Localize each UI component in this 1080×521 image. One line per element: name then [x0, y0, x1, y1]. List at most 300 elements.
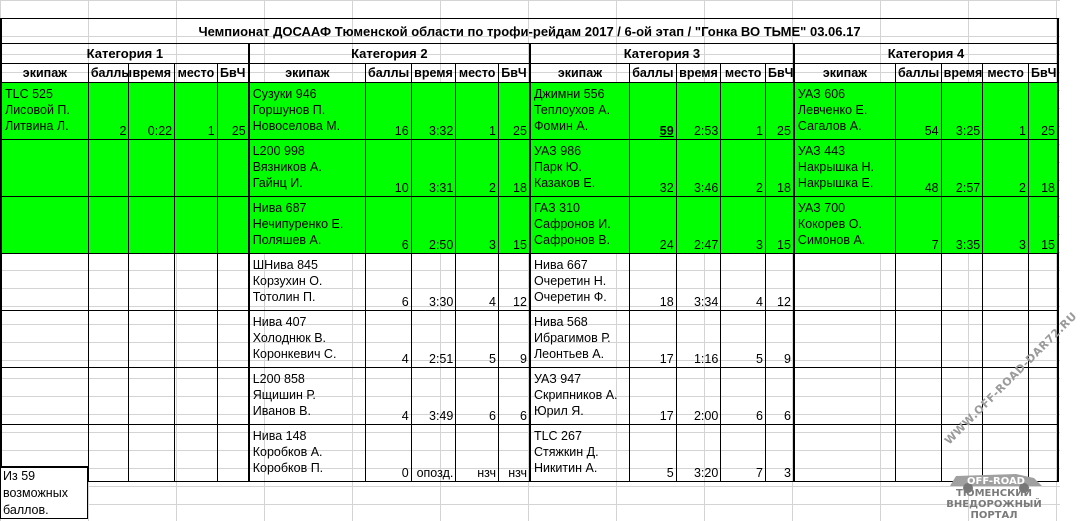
title-row [1, 19, 1058, 44]
crew-member: Теплоухов А. [533, 103, 611, 117]
bvch-value: нзч [508, 466, 527, 480]
place-cell [456, 254, 499, 311]
bvch-cell [766, 254, 794, 311]
place-cell [456, 425, 499, 482]
time-value: 1:16 [693, 352, 719, 366]
time-value: 3:35 [955, 238, 981, 252]
time-value: 2:51 [429, 352, 454, 366]
points-cell [365, 311, 411, 368]
bvch-cell [217, 425, 248, 482]
points-value: 2 [119, 124, 127, 138]
bvch-cell [498, 425, 529, 482]
crew-member [5, 216, 86, 232]
column-header-points: баллы [365, 64, 411, 83]
time-value: 0:22 [147, 124, 173, 138]
vehicle-name: Нива 148 [252, 429, 307, 443]
bvch-cell [766, 311, 794, 368]
place-cell [721, 254, 766, 311]
category-3-header: Категория 3 [530, 44, 794, 64]
crew-cell [530, 197, 630, 254]
vehicle-name: L200 998 [252, 144, 305, 158]
crew-member: Фомин А. [533, 119, 589, 133]
column-header-points: баллы [88, 64, 129, 83]
points-value: 59 [659, 124, 674, 138]
place-value: 3 [489, 238, 496, 252]
points-value: 54 [924, 124, 939, 138]
vehicle-name: УАЗ 986 [533, 144, 582, 158]
bvch-cell [217, 140, 248, 197]
vehicle-name: УАЗ 606 [797, 87, 846, 101]
crew-member: Стяжкин Д. [533, 445, 599, 459]
vehicle-name: Нива 568 [533, 315, 588, 329]
watermark-url: WWW.OFF-ROAD-DAR72.RU [942, 309, 1080, 448]
place-value: 3 [1019, 238, 1026, 252]
page-title: Чемпионат ДОСААФ Тюменской области по трофи-рейдам 2017 / 6-ой этап / "Гонка ВО ТЬМЕ" 03.06.17 [1, 19, 1058, 44]
time-value: 3:32 [429, 124, 454, 138]
logo-text: OFF-ROAD [967, 476, 1025, 487]
bvch-value: 25 [513, 124, 527, 138]
place-value: 7 [756, 466, 763, 480]
crew-cell [530, 425, 630, 482]
crew-member [798, 460, 893, 476]
column-header-points: баллы [895, 64, 941, 83]
points-value: 24 [659, 238, 674, 252]
time-value: 2:53 [693, 124, 719, 138]
place-value: 2 [1019, 181, 1026, 195]
time-cell [676, 368, 721, 425]
time-cell [941, 254, 983, 311]
bvch-value: 6 [783, 409, 791, 423]
column-header-place: место [175, 64, 218, 83]
vehicle-name: Нива 407 [252, 315, 307, 329]
points-cell [629, 425, 676, 482]
crew-member: Лисовой П. [5, 103, 70, 117]
bvch-value: 3 [783, 466, 791, 480]
place-cell [456, 83, 499, 140]
place-value: 3 [756, 238, 763, 252]
column-header-time: время [411, 64, 456, 83]
watermark-caption-line-2: ВНЕДОРОЖНЫЙ [946, 499, 1042, 510]
crew-member: Гайнц И. [252, 176, 303, 190]
crew-member: Казаков Е. [533, 176, 596, 190]
crew-cell [249, 140, 366, 197]
crew-member: Иванов В. [252, 404, 311, 418]
time-value: 2:00 [693, 409, 719, 423]
column-header-crew: экипаж [249, 64, 366, 83]
place-value: 4 [489, 295, 496, 309]
column-header-crew: экипаж [1, 64, 88, 83]
column-header-crew: экипаж [794, 64, 896, 83]
bvch-value: 15 [777, 238, 791, 252]
place-cell [721, 425, 766, 482]
place-cell [456, 368, 499, 425]
bvch-cell [1028, 254, 1058, 311]
vehicle-name: УАЗ 947 [533, 372, 582, 386]
bvch-cell [766, 83, 794, 140]
bvch-value: 12 [513, 295, 527, 309]
crew-member: Нечипуренко Е. [252, 217, 344, 231]
time-cell [676, 254, 721, 311]
points-cell [365, 425, 411, 482]
bvch-cell [1028, 197, 1058, 254]
crew-member [5, 346, 86, 362]
place-cell [456, 197, 499, 254]
bvch-cell [498, 197, 529, 254]
points-cell [365, 368, 411, 425]
points-cell [895, 254, 941, 311]
time-cell [411, 83, 456, 140]
time-cell [411, 368, 456, 425]
place-cell [983, 140, 1029, 197]
column-header-crew: экипаж [530, 64, 630, 83]
bvch-cell [766, 197, 794, 254]
bvch-cell [766, 368, 794, 425]
place-cell [721, 368, 766, 425]
bvch-cell [498, 254, 529, 311]
points-cell [629, 254, 676, 311]
points-value: 7 [931, 238, 939, 252]
place-cell [175, 311, 218, 368]
points-cell [88, 140, 129, 197]
points-cell [629, 83, 676, 140]
place-value: 1 [756, 124, 763, 138]
vehicle-name [5, 371, 86, 387]
place-cell [983, 254, 1029, 311]
footnote-line-1: Из 59 [3, 469, 36, 483]
vehicle-name [798, 314, 893, 330]
crew-cell [794, 197, 896, 254]
bvch-value: 18 [777, 181, 791, 195]
crew-cell [794, 83, 896, 140]
time-value: 3:25 [955, 124, 981, 138]
crew-member: Сафронов В. [533, 233, 611, 247]
crew-cell [530, 368, 630, 425]
crew-member: Сафронов И. [533, 217, 611, 231]
points-value: 6 [401, 295, 409, 309]
time-cell [941, 140, 983, 197]
crew-cell [530, 140, 630, 197]
column-header-place: место [456, 64, 499, 83]
vehicle-name: TLC 267 [533, 429, 582, 443]
points-cell [365, 254, 411, 311]
category-4-header: Категория 4 [794, 44, 1058, 64]
time-cell [676, 197, 721, 254]
crew-cell [1, 197, 88, 254]
crew-member: Тотолин П. [252, 290, 316, 304]
table-row [1, 140, 1058, 197]
bvch-value: 9 [520, 352, 527, 366]
crew-cell [794, 140, 896, 197]
table-row [1, 425, 1058, 482]
category-row [1, 44, 1058, 64]
results-table [0, 18, 1059, 482]
place-cell [983, 197, 1029, 254]
time-cell [411, 140, 456, 197]
crew-member: Литвина Л. [5, 119, 69, 133]
vehicle-name [798, 371, 893, 387]
points-cell [629, 311, 676, 368]
time-cell [411, 311, 456, 368]
time-value: опозд. [416, 466, 454, 480]
place-value: 2 [489, 181, 496, 195]
bvch-cell [498, 83, 529, 140]
points-cell [629, 140, 676, 197]
crew-member: Коробков П. [252, 461, 324, 475]
column-header-row [1, 64, 1058, 83]
crew-member [5, 403, 86, 419]
time-value: 3:31 [429, 181, 454, 195]
watermark-caption [932, 488, 1056, 521]
crew-member [798, 403, 893, 419]
points-cell [895, 140, 941, 197]
time-cell [411, 425, 456, 482]
time-cell [129, 197, 175, 254]
table-row [1, 368, 1058, 425]
footnote-line-3: баллов. [3, 503, 49, 517]
bvch-value: 25 [231, 124, 246, 138]
bvch-cell [498, 368, 529, 425]
crew-member: Очеретин Н. [533, 274, 607, 288]
bvch-value: 12 [777, 295, 791, 309]
time-value: 3:46 [693, 181, 719, 195]
crew-member: Ибрагимов Р. [533, 331, 611, 345]
time-cell [411, 254, 456, 311]
vehicle-name [5, 257, 86, 273]
bvch-cell [1028, 83, 1058, 140]
bvch-cell [498, 140, 529, 197]
vehicle-name: Нива 687 [252, 201, 307, 215]
place-value: нзч [477, 466, 496, 480]
time-cell [676, 425, 721, 482]
bvch-cell [217, 254, 248, 311]
bvch-value: 18 [513, 181, 527, 195]
place-cell [721, 311, 766, 368]
column-header-time: время [941, 64, 983, 83]
points-value: 4 [401, 352, 409, 366]
place-cell [721, 83, 766, 140]
crew-member: Поляшев А. [252, 233, 322, 247]
bvch-cell [766, 140, 794, 197]
column-header-time: время [676, 64, 721, 83]
crew-cell [794, 254, 896, 311]
crew-member: Ящишин Р. [252, 388, 316, 402]
time-value: 3:20 [693, 466, 719, 480]
crew-member [798, 330, 893, 346]
vehicle-name: ШНива 845 [252, 258, 318, 272]
crew-cell [794, 311, 896, 368]
points-value: 48 [924, 181, 939, 195]
points-cell [365, 83, 411, 140]
table-row [1, 254, 1058, 311]
vehicle-name: УАЗ 443 [797, 144, 846, 158]
vehicle-name [798, 257, 893, 273]
vehicle-name: УАЗ 700 [797, 201, 846, 215]
points-cell [895, 197, 941, 254]
time-cell [411, 197, 456, 254]
crew-member: Левченко Е. [797, 103, 868, 117]
footnote [0, 466, 88, 519]
time-cell [676, 83, 721, 140]
crew-member [798, 387, 893, 403]
points-cell [88, 368, 129, 425]
crew-member [5, 387, 86, 403]
vehicle-name: Джимни 556 [533, 87, 605, 101]
crew-member [5, 273, 86, 289]
vehicle-name [5, 428, 86, 444]
crew-member [798, 444, 893, 460]
place-value: 1 [207, 124, 215, 138]
place-cell [175, 254, 218, 311]
crew-member: Скрипников А. [533, 388, 618, 402]
bvch-value: 9 [783, 352, 791, 366]
points-value: 5 [666, 466, 674, 480]
time-value: 2:47 [693, 238, 719, 252]
crew-cell [249, 197, 366, 254]
points-cell [895, 311, 941, 368]
crew-member: Вязников А. [252, 160, 322, 174]
place-value: 6 [489, 409, 496, 423]
column-header-bvch: БвЧ [766, 64, 794, 83]
crew-cell [530, 83, 630, 140]
vehicle-name: ГАЗ 310 [533, 201, 580, 215]
watermark [932, 309, 1080, 521]
points-cell [629, 368, 676, 425]
place-cell [983, 83, 1029, 140]
crew-member: Горшунов П. [252, 103, 326, 117]
time-value: 2:57 [955, 181, 981, 195]
bvch-value: 25 [1041, 124, 1055, 138]
crew-cell [530, 254, 630, 311]
time-cell [129, 83, 175, 140]
crew-member [5, 330, 86, 346]
table-row [1, 197, 1058, 254]
place-cell [721, 197, 766, 254]
time-cell [129, 368, 175, 425]
place-value: 4 [756, 295, 763, 309]
bvch-cell [217, 197, 248, 254]
bvch-value: 25 [777, 124, 791, 138]
place-value: 6 [756, 409, 763, 423]
place-value: 1 [1019, 124, 1026, 138]
time-value: 2:50 [429, 238, 454, 252]
crew-cell [1, 254, 88, 311]
crew-member [5, 289, 86, 305]
place-cell [175, 197, 218, 254]
bvch-value: 18 [1041, 181, 1055, 195]
footnote-line-2: возможных [3, 486, 68, 500]
points-value: 4 [401, 409, 409, 423]
crew-member: Корзухин О. [252, 274, 323, 288]
vehicle-name: Нива 667 [533, 258, 588, 272]
vehicle-name [5, 200, 86, 216]
crew-member: Накрышка Н. [797, 160, 875, 174]
column-header-place: место [721, 64, 766, 83]
points-cell [629, 197, 676, 254]
points-cell [365, 140, 411, 197]
place-cell [721, 140, 766, 197]
place-cell [175, 368, 218, 425]
points-value: 6 [401, 238, 409, 252]
place-cell [456, 311, 499, 368]
bvch-value: 15 [1041, 238, 1055, 252]
points-value: 17 [659, 409, 674, 423]
crew-cell [794, 425, 896, 482]
points-cell [88, 425, 129, 482]
crew-member [798, 346, 893, 362]
crew-member [5, 444, 86, 460]
column-header-points: баллы [629, 64, 676, 83]
place-cell [175, 425, 218, 482]
crew-cell [249, 311, 366, 368]
bvch-cell [766, 425, 794, 482]
time-cell [129, 254, 175, 311]
time-value: 3:49 [429, 409, 454, 423]
points-cell [88, 83, 129, 140]
vehicle-name: Сузуки 946 [252, 87, 317, 101]
column-header-bvch: БвЧ [498, 64, 529, 83]
column-header-place: место [983, 64, 1029, 83]
time-cell [676, 140, 721, 197]
bvch-cell [217, 368, 248, 425]
crew-member: Коронкевич С. [252, 347, 337, 361]
vehicle-name [5, 314, 86, 330]
time-cell [941, 311, 983, 368]
crew-member: Никитин А. [533, 461, 598, 475]
place-cell [175, 140, 218, 197]
points-value: 0 [401, 466, 409, 480]
watermark-caption-line-3: ПОРТАЛ [970, 510, 1018, 521]
points-cell [88, 311, 129, 368]
column-header-bvch: БвЧ [217, 64, 248, 83]
crew-cell [794, 368, 896, 425]
crew-cell [1, 140, 88, 197]
column-header-bvch: БвЧ [1028, 64, 1058, 83]
bvch-value: 15 [513, 238, 527, 252]
points-value: 10 [394, 181, 409, 195]
crew-member [5, 159, 86, 175]
points-cell [88, 254, 129, 311]
crew-cell [530, 311, 630, 368]
time-cell [129, 425, 175, 482]
crew-cell [1, 368, 88, 425]
crew-member: Юрил Я. [533, 404, 584, 418]
crew-cell [1, 311, 88, 368]
crew-member: Парк Ю. [533, 160, 582, 174]
crew-cell [1, 83, 88, 140]
place-value: 5 [489, 352, 496, 366]
place-cell [175, 83, 218, 140]
place-value: 1 [489, 124, 496, 138]
points-value: 32 [659, 181, 674, 195]
crew-member [5, 232, 86, 248]
crew-member: Коробков А. [252, 445, 323, 459]
crew-member: Кокорев О. [797, 217, 862, 231]
points-value: 18 [659, 295, 674, 309]
crew-cell [249, 425, 366, 482]
points-cell [88, 197, 129, 254]
vehicle-name: L200 858 [252, 372, 305, 386]
crew-member: Сагалов А. [797, 119, 862, 133]
crew-member [798, 289, 893, 305]
points-cell [895, 83, 941, 140]
points-cell [365, 197, 411, 254]
time-cell [941, 83, 983, 140]
bvch-cell [1028, 140, 1058, 197]
points-value: 16 [394, 124, 409, 138]
crew-member: Накрышка Е. [797, 176, 874, 190]
time-cell [129, 311, 175, 368]
place-value: 5 [756, 352, 763, 366]
